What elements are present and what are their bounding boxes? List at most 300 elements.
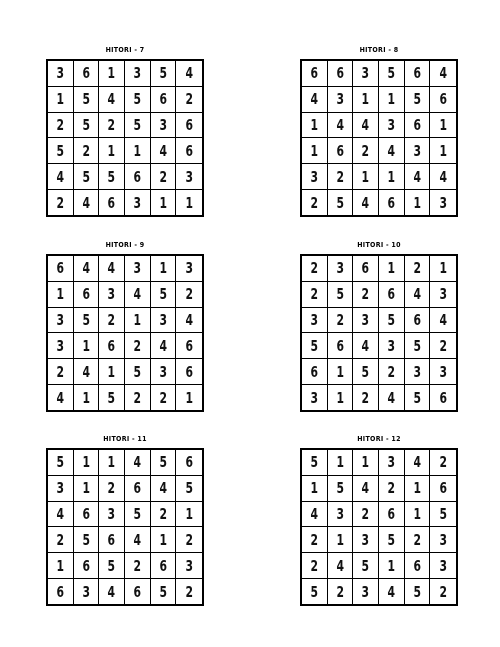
grid-cell[interactable] — [151, 502, 177, 528]
cell-number: 1 — [185, 388, 193, 407]
grid-cell[interactable] — [125, 527, 151, 553]
grid-cell[interactable] — [405, 450, 431, 476]
grid-cell[interactable] — [328, 476, 354, 502]
grid-cell[interactable] — [430, 138, 456, 164]
grid-cell[interactable] — [151, 282, 177, 308]
grid-cell[interactable] — [125, 385, 151, 410]
grid-cell[interactable] — [302, 553, 328, 579]
grid-cell[interactable] — [430, 87, 456, 113]
grid-cell[interactable] — [379, 476, 405, 502]
cell-number: 6 — [159, 556, 167, 575]
grid-cell[interactable] — [125, 138, 151, 164]
cell-number: 1 — [107, 141, 116, 160]
cell-number: 1 — [185, 505, 193, 524]
grid-cell[interactable] — [48, 527, 74, 553]
grid-cell[interactable] — [328, 579, 354, 604]
cell-number: 3 — [336, 90, 344, 109]
grid-cell[interactable] — [125, 450, 151, 476]
cell-number: 2 — [413, 530, 421, 549]
grid-cell[interactable] — [48, 579, 74, 604]
grid-cell[interactable] — [176, 579, 202, 604]
grid-cell[interactable] — [125, 308, 151, 334]
grid-cell[interactable] — [302, 190, 328, 215]
cell-number: 1 — [413, 479, 421, 498]
grid-cell[interactable] — [125, 113, 151, 139]
grid-cell[interactable] — [125, 256, 151, 282]
cell-number: 3 — [439, 556, 447, 575]
grid-cell[interactable] — [379, 190, 405, 215]
grid-cell[interactable] — [151, 61, 177, 87]
grid-cell[interactable] — [405, 553, 431, 579]
grid-cell[interactable] — [99, 385, 125, 410]
grid-cell[interactable] — [328, 282, 354, 308]
cell-number: 6 — [82, 64, 90, 83]
cell-number: 6 — [361, 259, 370, 278]
grid-cell[interactable] — [328, 553, 354, 579]
cell-number: 5 — [82, 90, 90, 109]
grid-cell[interactable] — [125, 359, 151, 385]
grid-cell[interactable] — [48, 385, 74, 410]
grid-cell[interactable] — [302, 385, 328, 410]
grid-cell[interactable] — [328, 256, 354, 282]
cell-number: 5 — [387, 64, 396, 83]
cell-number: 5 — [413, 90, 421, 109]
puzzle-title: HITORI - 12 — [357, 435, 401, 443]
cell-number: 3 — [439, 193, 447, 212]
grid-cell[interactable] — [74, 87, 100, 113]
cell-number: 5 — [361, 362, 370, 381]
grid-cell[interactable] — [379, 450, 405, 476]
cell-number: 1 — [413, 505, 421, 524]
grid-cell[interactable] — [74, 450, 100, 476]
grid-cell[interactable] — [74, 308, 100, 334]
cell-number: 5 — [133, 362, 142, 381]
grid-cell[interactable] — [99, 476, 125, 502]
grid-cell[interactable] — [353, 553, 379, 579]
grid-cell[interactable] — [353, 527, 379, 553]
grid-cell[interactable] — [99, 256, 125, 282]
grid-cell[interactable] — [151, 579, 177, 604]
grid-cell[interactable] — [430, 502, 456, 528]
grid-cell[interactable] — [176, 502, 202, 528]
grid-cell[interactable] — [405, 359, 431, 385]
cell-number: 4 — [439, 64, 447, 83]
grid-cell[interactable] — [430, 553, 456, 579]
grid-cell[interactable] — [379, 502, 405, 528]
grid-cell[interactable] — [48, 87, 74, 113]
grid-cell[interactable] — [328, 190, 354, 215]
grid-cell[interactable] — [302, 502, 328, 528]
grid-cell[interactable] — [405, 333, 431, 359]
cell-number: 5 — [133, 90, 142, 109]
grid-cell[interactable] — [302, 308, 328, 334]
cell-number: 4 — [159, 141, 167, 160]
cell-number: 4 — [159, 479, 167, 498]
grid-cell[interactable] — [151, 553, 177, 579]
cell-number: 5 — [310, 582, 319, 601]
grid-cell[interactable] — [151, 333, 177, 359]
grid-cell[interactable] — [405, 579, 431, 604]
cell-number: 2 — [185, 582, 193, 601]
grid-cell[interactable] — [353, 579, 379, 604]
grid-cell[interactable] — [405, 190, 431, 215]
grid-cell[interactable] — [353, 359, 379, 385]
cell-number: 3 — [310, 311, 319, 330]
cell-number: 4 — [439, 167, 447, 186]
cell-number: 1 — [439, 116, 447, 135]
grid-cell[interactable] — [430, 164, 456, 190]
cell-number: 1 — [336, 388, 344, 407]
grid-cell[interactable] — [48, 333, 74, 359]
grid-cell[interactable] — [176, 190, 202, 215]
grid-cell[interactable] — [151, 385, 177, 410]
grid-cell[interactable] — [379, 553, 405, 579]
cell-number: 4 — [82, 259, 90, 278]
grid-cell[interactable] — [328, 333, 354, 359]
grid-cell[interactable] — [379, 527, 405, 553]
grid-cell[interactable] — [328, 164, 354, 190]
grid-cell[interactable] — [151, 138, 177, 164]
grid-cell[interactable] — [99, 87, 125, 113]
cell-number: 6 — [413, 311, 421, 330]
grid-cell[interactable] — [176, 87, 202, 113]
cell-number: 2 — [56, 193, 65, 212]
grid-cell[interactable] — [176, 282, 202, 308]
grid-cell[interactable] — [379, 87, 405, 113]
cell-number: 1 — [336, 362, 344, 381]
grid-cell[interactable] — [405, 87, 431, 113]
grid-cell[interactable] — [99, 450, 125, 476]
grid-cell[interactable] — [379, 308, 405, 334]
grid-cell[interactable] — [74, 333, 100, 359]
grid-cell[interactable] — [405, 308, 431, 334]
grid-cell[interactable] — [405, 61, 431, 87]
cell-number: 2 — [361, 505, 370, 524]
grid-cell[interactable] — [176, 113, 202, 139]
grid-cell[interactable] — [99, 164, 125, 190]
grid-cell[interactable] — [430, 190, 456, 215]
cell-number: 3 — [387, 336, 396, 355]
cell-number: 3 — [361, 582, 370, 601]
grid-cell[interactable] — [74, 527, 100, 553]
cell-number: 3 — [361, 530, 370, 549]
grid-cell[interactable] — [125, 164, 151, 190]
grid-cell[interactable] — [48, 113, 74, 139]
cell-number: 4 — [133, 453, 142, 472]
grid-cell[interactable] — [74, 164, 100, 190]
grid-cell[interactable] — [379, 164, 405, 190]
grid-cell[interactable] — [125, 502, 151, 528]
grid-cell[interactable] — [328, 61, 354, 87]
cell-number: 5 — [159, 582, 167, 601]
grid-cell[interactable] — [430, 333, 456, 359]
grid-cell[interactable] — [99, 61, 125, 87]
cell-number: 1 — [159, 259, 167, 278]
cell-number: 3 — [159, 116, 167, 135]
cell-number: 1 — [82, 388, 90, 407]
grid-cell[interactable] — [74, 282, 100, 308]
cell-number: 6 — [439, 388, 447, 407]
cell-number: 1 — [310, 116, 319, 135]
cell-number: 4 — [159, 336, 167, 355]
grid-cell[interactable] — [99, 359, 125, 385]
grid-cell[interactable] — [176, 359, 202, 385]
cell-number: 2 — [133, 556, 142, 575]
grid-cell[interactable] — [74, 256, 100, 282]
grid-cell[interactable] — [151, 190, 177, 215]
grid-cell[interactable] — [353, 61, 379, 87]
cell-number: 5 — [133, 116, 142, 135]
grid-cell[interactable] — [405, 164, 431, 190]
cell-number: 6 — [82, 285, 90, 304]
cell-number: 1 — [185, 193, 193, 212]
grid-cell[interactable] — [328, 527, 354, 553]
cell-number: 6 — [107, 336, 116, 355]
grid-cell[interactable] — [353, 308, 379, 334]
grid-cell[interactable] — [405, 138, 431, 164]
grid-cell[interactable] — [353, 450, 379, 476]
cell-number: 5 — [413, 388, 421, 407]
grid-cell[interactable] — [405, 385, 431, 410]
grid-cell[interactable] — [125, 476, 151, 502]
grid-cell[interactable] — [405, 527, 431, 553]
grid-cell[interactable] — [99, 527, 125, 553]
cell-number: 5 — [107, 556, 116, 575]
puzzle-title: HITORI - 7 — [105, 46, 145, 54]
grid-cell[interactable] — [125, 61, 151, 87]
cell-number: 2 — [107, 116, 116, 135]
grid-cell[interactable] — [353, 138, 379, 164]
grid-cell[interactable] — [48, 256, 74, 282]
grid-cell[interactable] — [430, 579, 456, 604]
grid-cell[interactable] — [379, 579, 405, 604]
cell-number: 6 — [185, 141, 193, 160]
grid-cell[interactable] — [430, 385, 456, 410]
grid-cell[interactable] — [48, 553, 74, 579]
grid-cell[interactable] — [151, 256, 177, 282]
grid-cell[interactable] — [430, 527, 456, 553]
grid-cell[interactable] — [125, 190, 151, 215]
grid-cell[interactable] — [151, 113, 177, 139]
grid-cell[interactable] — [353, 256, 379, 282]
grid-cell[interactable] — [48, 476, 74, 502]
grid-cell[interactable] — [176, 164, 202, 190]
cell-number: 4 — [185, 64, 193, 83]
grid-cell[interactable] — [430, 359, 456, 385]
grid-cell[interactable] — [176, 308, 202, 334]
grid-cell[interactable] — [302, 527, 328, 553]
grid-cell[interactable] — [405, 113, 431, 139]
grid-cell[interactable] — [328, 502, 354, 528]
grid-cell[interactable] — [353, 502, 379, 528]
grid-cell[interactable] — [74, 190, 100, 215]
cell-number: 1 — [413, 193, 421, 212]
cell-number: 6 — [336, 336, 344, 355]
cell-number: 2 — [361, 141, 370, 160]
cell-number: 6 — [387, 193, 396, 212]
grid-cell[interactable] — [74, 553, 100, 579]
cell-number: 1 — [439, 259, 447, 278]
grid-cell[interactable] — [176, 553, 202, 579]
cell-number: 3 — [413, 362, 421, 381]
grid-cell[interactable] — [151, 308, 177, 334]
grid-cell[interactable] — [430, 450, 456, 476]
grid-cell[interactable] — [48, 308, 74, 334]
grid-cell[interactable] — [405, 502, 431, 528]
grid-cell[interactable] — [74, 113, 100, 139]
grid-cell[interactable] — [328, 450, 354, 476]
grid-cell[interactable] — [379, 113, 405, 139]
grid-cell[interactable] — [302, 579, 328, 604]
grid-cell[interactable] — [379, 359, 405, 385]
cell-number: 2 — [310, 285, 319, 304]
grid-cell[interactable] — [151, 450, 177, 476]
cell-number: 1 — [387, 90, 396, 109]
grid-cell[interactable] — [48, 190, 74, 215]
cell-number: 3 — [413, 141, 421, 160]
grid-cell[interactable] — [176, 476, 202, 502]
grid-cell[interactable] — [328, 87, 354, 113]
grid-cell[interactable] — [302, 450, 328, 476]
cell-number: 4 — [387, 388, 396, 407]
grid-cell[interactable] — [302, 256, 328, 282]
grid-cell[interactable] — [74, 579, 100, 604]
grid-cell[interactable] — [353, 164, 379, 190]
grid-cell[interactable] — [151, 164, 177, 190]
grid-cell[interactable] — [405, 256, 431, 282]
grid-cell[interactable] — [99, 333, 125, 359]
grid-cell[interactable] — [99, 502, 125, 528]
grid-cell[interactable] — [74, 502, 100, 528]
grid-cell[interactable] — [176, 527, 202, 553]
grid-cell[interactable] — [125, 333, 151, 359]
grid-cell[interactable] — [405, 476, 431, 502]
grid-cell[interactable] — [379, 333, 405, 359]
grid-cell[interactable] — [430, 61, 456, 87]
grid-cell[interactable] — [328, 359, 354, 385]
grid-cell[interactable] — [328, 308, 354, 334]
grid-cell[interactable] — [125, 553, 151, 579]
grid-cell[interactable] — [48, 502, 74, 528]
grid-cell[interactable] — [379, 385, 405, 410]
grid-cell[interactable] — [74, 359, 100, 385]
cell-number: 3 — [56, 311, 65, 330]
cell-number: 6 — [185, 116, 193, 135]
hitori-puzzle-3 — [46, 240, 204, 412]
grid-cell[interactable] — [99, 553, 125, 579]
grid-cell[interactable] — [74, 138, 100, 164]
grid-cell[interactable] — [176, 61, 202, 87]
grid-cell[interactable] — [353, 282, 379, 308]
cell-number: 3 — [336, 505, 344, 524]
grid-cell[interactable] — [99, 113, 125, 139]
grid-cell[interactable] — [48, 282, 74, 308]
grid-cell[interactable] — [379, 256, 405, 282]
grid-cell[interactable] — [430, 476, 456, 502]
grid-cell[interactable] — [328, 138, 354, 164]
grid-cell[interactable] — [99, 308, 125, 334]
grid-cell[interactable] — [176, 450, 202, 476]
grid-cell[interactable] — [125, 282, 151, 308]
grid-cell[interactable] — [302, 333, 328, 359]
grid-cell[interactable] — [176, 256, 202, 282]
grid-cell[interactable] — [353, 190, 379, 215]
cell-number: 5 — [336, 193, 344, 212]
grid-cell[interactable] — [430, 308, 456, 334]
grid-cell[interactable] — [48, 138, 74, 164]
grid-cell[interactable] — [151, 527, 177, 553]
cell-number: 3 — [185, 167, 193, 186]
cell-number: 2 — [310, 193, 319, 212]
grid-cell[interactable] — [74, 385, 100, 410]
grid-cell[interactable] — [48, 164, 74, 190]
grid-cell[interactable] — [430, 282, 456, 308]
cell-number: 2 — [133, 336, 142, 355]
cell-number: 5 — [439, 505, 447, 524]
cell-number: 5 — [56, 453, 65, 472]
grid-cell[interactable] — [74, 476, 100, 502]
grid-cell[interactable] — [151, 359, 177, 385]
cell-number: 2 — [185, 530, 193, 549]
grid-cell[interactable] — [176, 385, 202, 410]
grid-cell[interactable] — [379, 61, 405, 87]
grid-cell[interactable] — [379, 138, 405, 164]
cell-number: 1 — [387, 167, 396, 186]
grid-cell[interactable] — [48, 61, 74, 87]
grid-cell[interactable] — [353, 385, 379, 410]
grid-cell[interactable] — [302, 164, 328, 190]
grid-cell[interactable] — [48, 359, 74, 385]
grid-cell[interactable] — [328, 385, 354, 410]
grid-cell[interactable] — [430, 113, 456, 139]
grid-cell[interactable] — [353, 333, 379, 359]
grid-cell[interactable] — [405, 282, 431, 308]
grid-cell[interactable] — [302, 476, 328, 502]
cell-number: 6 — [133, 582, 142, 601]
cell-number: 1 — [133, 311, 142, 330]
grid-cell[interactable] — [125, 87, 151, 113]
grid-cell[interactable] — [48, 450, 74, 476]
cell-number: 6 — [413, 64, 421, 83]
grid-cell[interactable] — [151, 87, 177, 113]
cell-number: 6 — [185, 453, 193, 472]
grid-cell[interactable] — [151, 476, 177, 502]
cell-number: 2 — [361, 388, 370, 407]
grid-cell[interactable] — [99, 138, 125, 164]
grid-cell[interactable] — [302, 87, 328, 113]
grid-cell[interactable] — [99, 579, 125, 604]
grid-cell[interactable] — [125, 579, 151, 604]
grid-cell[interactable] — [302, 61, 328, 87]
grid-cell[interactable] — [302, 138, 328, 164]
grid-cell[interactable] — [302, 282, 328, 308]
grid-cell[interactable] — [353, 476, 379, 502]
puzzle-title: HITORI - 8 — [359, 46, 399, 54]
grid-cell[interactable] — [328, 113, 354, 139]
grid-cell[interactable] — [176, 138, 202, 164]
grid-cell[interactable] — [302, 359, 328, 385]
grid-cell[interactable] — [302, 113, 328, 139]
grid-cell[interactable] — [353, 87, 379, 113]
grid-cell[interactable] — [430, 256, 456, 282]
grid-cell[interactable] — [379, 282, 405, 308]
grid-cell[interactable] — [74, 61, 100, 87]
grid-cell[interactable] — [99, 190, 125, 215]
cell-number: 2 — [107, 311, 116, 330]
grid-cell[interactable] — [99, 282, 125, 308]
grid-cell[interactable] — [353, 113, 379, 139]
grid-cell[interactable] — [176, 333, 202, 359]
